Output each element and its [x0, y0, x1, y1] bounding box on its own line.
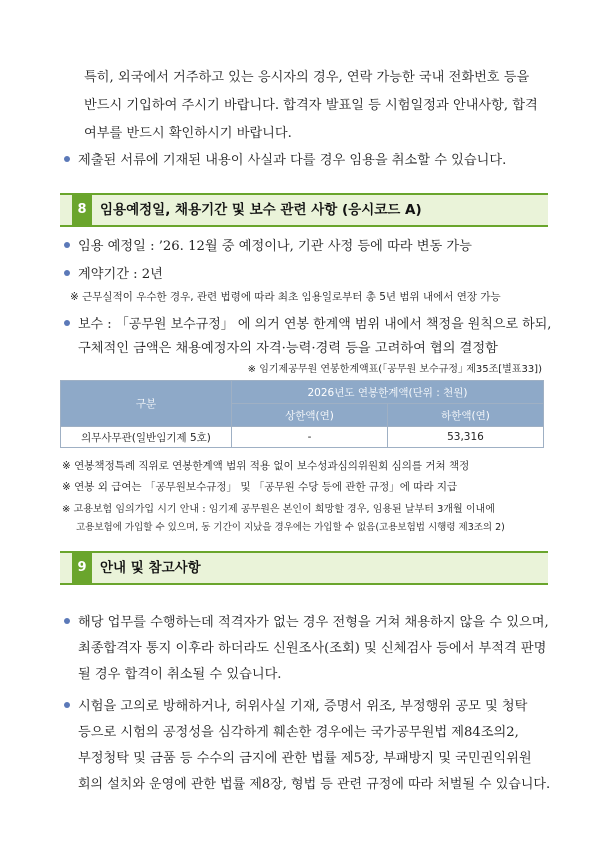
bullet-text: 시험을 고의로 방해하거나, 허위사실 기재, 증명서 위조, 부정행위 공모 및 청탁 [78, 699, 528, 714]
bullet-text: 임용 예정일 : ’26. 12월 중 예정이나, 기관 사정 등에 따라 변동 가능 [78, 239, 472, 254]
bullet-text: 해당 업무를 수행하는데 적격자가 없는 경우 전형을 거쳐 채용하지 않을 수 있으며, [78, 615, 549, 630]
section-title: 안내 및 참고사항 [100, 560, 201, 576]
table-header-min: 하한액(연) [387, 404, 543, 427]
paragraph-line: 부정청탁 및 금품 등 수수의 금지에 관한 법률 제5장, 부패방지 및 국민권익위원 [78, 751, 532, 766]
paragraph-line: 구체적인 금액은 채용예정자의 자격·능력·경력 등을 고려하여 협의 결정함 [78, 341, 498, 356]
bullet-text: 계약기간 : 2년 [78, 267, 163, 282]
table-cell-min: 53,316 [387, 427, 543, 448]
table-cell-max: - [232, 427, 388, 448]
paragraph-line: 회의 설치와 운영에 관한 법률 제8장, 형법 등 관련 규정에 따라 처벌될 수 있습니다. [78, 777, 551, 792]
bullet-icon [64, 320, 70, 326]
bullet-text: 보수 : 「공무원 보수규정」 에 의거 연봉 한계액 범위 내에서 책정을 원칙으로 하되, [78, 317, 552, 332]
note-text: ※ 연봉 외 급여는 「공무원보수규정」 및 「공무원 수당 등에 관한 규정」에 따라 지급 [62, 481, 458, 493]
table-header-max: 상한액(연) [232, 404, 388, 427]
paragraph-line: 될 경우 합격이 취소될 수 있습니다. [78, 667, 282, 682]
section-title: 임용예정일, 채용기간 및 보수 관련 사항 (응시코드 A) [100, 202, 422, 218]
note-text: ※ 고용보험 임의가입 시기 안내 : 임기제 공무원은 본인이 희망할 경우, 임용된 날부터 3개월 이내에 [62, 504, 495, 515]
table-cell-label: 의무사무관(일반임기제 5호) [61, 427, 232, 448]
note-text: ※ 근무실적이 우수한 경우, 관련 법령에 따라 최초 임용일로부터 총 5년 범위 내에서 연장 가능 [70, 291, 501, 303]
table-header-group: 2026년도 연봉한계액(단위 : 천원) [232, 381, 544, 404]
bullet-icon [64, 270, 70, 276]
paragraph-line: 최종합격자 통지 이후라 하더라도 신원조사(조회) 및 신체검사 등에서 부적격 판명 [78, 641, 547, 656]
paragraph-line: 반드시 기입하여 주시기 바랍니다. 합격자 발표일 등 시험일정과 안내사항, 합격 [84, 98, 538, 113]
paragraph-line: 등으로 시험의 공정성을 심각하게 훼손한 경우에는 국가공무원법 제84조의2, [78, 725, 519, 740]
table-source: ※ 임기제공무원 연봉한계액표(｢공무원 보수규정｣ 제35조[별표33]) [247, 364, 542, 375]
bullet-text: 제출된 서류에 기재된 내용이 사실과 다를 경우 임용을 취소할 수 있습니다. [78, 153, 507, 168]
note-text: 고용보험에 가입할 수 있으며, 동 기간이 지났을 경우에는 가입할 수 없음(고용보험법 시행령 제3조의 2) [76, 522, 505, 533]
paragraph-line: 여부를 반드시 확인하시기 바랍니다. [84, 126, 292, 141]
table-header-category: 구분 [61, 381, 232, 427]
bullet-icon [64, 156, 70, 162]
paragraph-line: 특히, 외국에서 거주하고 있는 응시자의 경우, 연락 가능한 국내 전화번호 등을 [84, 70, 530, 85]
bullet-icon [64, 702, 70, 708]
section-number: 8 [72, 195, 92, 225]
table-row [61, 427, 544, 448]
salary-table [60, 380, 544, 448]
note-text: ※ 연봉책정특례 직위로 연봉한계액 범위 적용 없이 보수성과심의위원회 심의를 거쳐 책정 [62, 460, 470, 472]
section-number: 9 [72, 553, 92, 583]
bullet-icon [64, 242, 70, 248]
bullet-icon [64, 618, 70, 624]
